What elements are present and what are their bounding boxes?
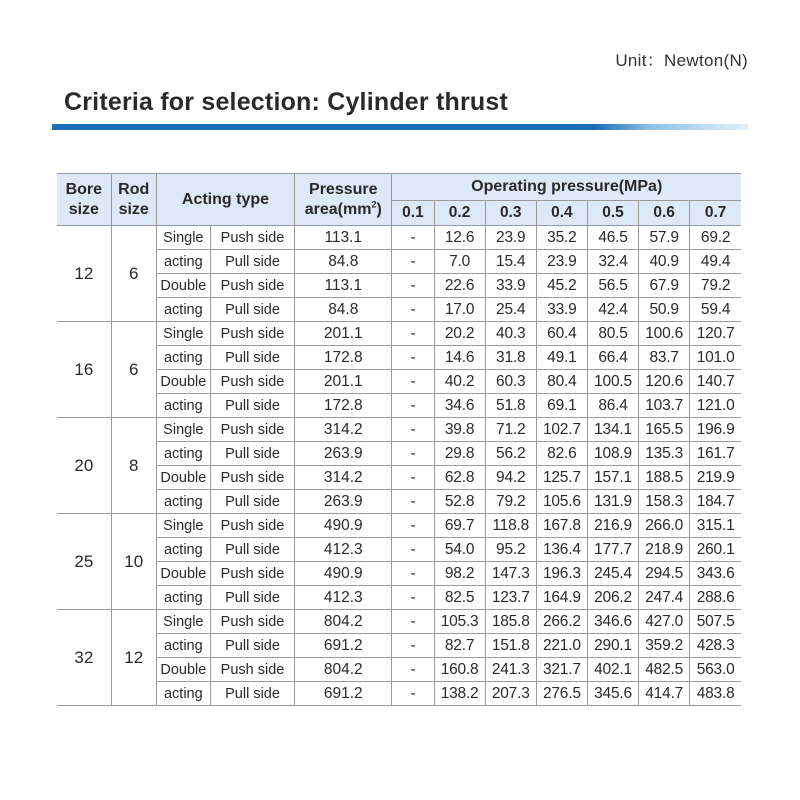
pressure-header-0.2: 0.2 xyxy=(434,201,485,226)
thrust-value-cell: 39.8 xyxy=(434,418,485,442)
table-row xyxy=(57,538,741,562)
acting-type-cell: acting xyxy=(156,346,210,370)
rod-header-line2: size xyxy=(118,200,149,218)
bore-size-header xyxy=(57,174,111,226)
thrust-value-cell: 15.4 xyxy=(485,250,536,274)
side-cell: Push side xyxy=(210,370,294,394)
side-cell: Push side xyxy=(210,274,294,298)
thrust-value-cell: 103.7 xyxy=(639,394,690,418)
thrust-value-cell: 69.2 xyxy=(690,226,741,250)
thrust-value-cell: 120.7 xyxy=(690,322,741,346)
thrust-value-cell: - xyxy=(392,322,434,346)
thrust-value-cell: 260.1 xyxy=(690,538,741,562)
acting-type-cell: acting xyxy=(156,634,210,658)
bore-size-cell: 12 xyxy=(57,226,111,322)
unit-label: Unit：Newton(N) xyxy=(615,51,748,70)
bore-size-cell: 16 xyxy=(57,322,111,418)
thrust-value-cell: 120.6 xyxy=(639,370,690,394)
thrust-value-cell: 34.6 xyxy=(434,394,485,418)
thrust-value-cell: 23.9 xyxy=(536,250,587,274)
thrust-value-cell: 25.4 xyxy=(485,298,536,322)
thrust-value-cell: 49.1 xyxy=(536,346,587,370)
pressure-area-cell: 201.1 xyxy=(295,322,392,346)
page-title: Criteria for selection: Cylinder thrust xyxy=(64,88,508,116)
thrust-value-cell: 46.5 xyxy=(587,226,638,250)
thrust-value-cell: 276.5 xyxy=(536,682,587,706)
pressure-unit-text: area(mm xyxy=(304,200,372,218)
thrust-value-cell: 184.7 xyxy=(690,490,741,514)
thrust-value-cell: 402.1 xyxy=(587,658,638,682)
thrust-value-cell: 62.8 xyxy=(434,466,485,490)
thrust-value-cell: 69.7 xyxy=(434,514,485,538)
table-row xyxy=(57,394,741,418)
table-row xyxy=(57,442,741,466)
thrust-value-cell: 56.2 xyxy=(485,442,536,466)
thrust-value-cell: 94.2 xyxy=(485,466,536,490)
thrust-value-cell: 290.1 xyxy=(587,634,638,658)
thrust-value-cell: 98.2 xyxy=(434,562,485,586)
thrust-value-cell: - xyxy=(392,226,434,250)
acting-type-cell: Single xyxy=(156,514,210,538)
acting-type-cell: acting xyxy=(156,682,210,706)
thrust-value-cell: 343.6 xyxy=(690,562,741,586)
thrust-value-cell: 60.3 xyxy=(485,370,536,394)
thrust-value-cell: - xyxy=(392,634,434,658)
thrust-value-cell: 138.2 xyxy=(434,682,485,706)
thrust-value-cell: 23.9 xyxy=(485,226,536,250)
thrust-value-cell: 22.6 xyxy=(434,274,485,298)
side-cell: Pull side xyxy=(210,394,294,418)
table-row xyxy=(57,250,741,274)
thrust-value-cell: 135.3 xyxy=(639,442,690,466)
rod-size-cell: 6 xyxy=(111,322,156,418)
pressure-area-cell: 172.8 xyxy=(295,346,392,370)
table-row xyxy=(57,466,741,490)
thrust-value-cell: 315.1 xyxy=(690,514,741,538)
thrust-value-cell: 216.9 xyxy=(587,514,638,538)
pressure-area-header xyxy=(295,174,392,226)
thrust-value-cell: 157.1 xyxy=(587,466,638,490)
thrust-value-cell: 20.2 xyxy=(434,322,485,346)
thrust-value-cell: 218.9 xyxy=(639,538,690,562)
rod-size-cell: 8 xyxy=(111,418,156,514)
side-cell: Pull side xyxy=(210,250,294,274)
acting-type-cell: acting xyxy=(156,298,210,322)
thrust-value-cell: 507.5 xyxy=(690,610,741,634)
table-row xyxy=(57,562,741,586)
pressure-area-cell: 691.2 xyxy=(295,682,392,706)
pressure-area-cell: 263.9 xyxy=(295,442,392,466)
acting-type-cell: acting xyxy=(156,538,210,562)
thrust-value-cell: 105.6 xyxy=(536,490,587,514)
thrust-value-cell: 54.0 xyxy=(434,538,485,562)
thrust-value-cell: - xyxy=(392,538,434,562)
thrust-value-cell: 45.2 xyxy=(536,274,587,298)
thrust-value-cell: 50.9 xyxy=(639,298,690,322)
thrust-value-cell: 31.8 xyxy=(485,346,536,370)
table-row xyxy=(57,346,741,370)
bore-size-cell: 25 xyxy=(57,514,111,610)
thrust-value-cell: 428.3 xyxy=(690,634,741,658)
thrust-value-cell: 56.5 xyxy=(587,274,638,298)
thrust-value-cell: 414.7 xyxy=(639,682,690,706)
acting-type-cell: acting xyxy=(156,490,210,514)
thrust-value-cell: 346.6 xyxy=(587,610,638,634)
bore-header-line1: Bore xyxy=(65,180,103,198)
side-cell: Pull side xyxy=(210,346,294,370)
thrust-value-cell: 60.4 xyxy=(536,322,587,346)
table-row xyxy=(57,682,741,706)
thrust-value-cell: 121.0 xyxy=(690,394,741,418)
pressure-unit-close: ) xyxy=(376,200,382,218)
table-row xyxy=(57,370,741,394)
thrust-value-cell: 196.3 xyxy=(536,562,587,586)
thrust-value-cell: 185.8 xyxy=(485,610,536,634)
thrust-value-cell: 345.6 xyxy=(587,682,638,706)
side-cell: Pull side xyxy=(210,586,294,610)
thrust-value-cell: 427.0 xyxy=(639,610,690,634)
thrust-value-cell: 294.5 xyxy=(639,562,690,586)
pressure-header-0.1: 0.1 xyxy=(392,201,434,226)
thrust-value-cell: 79.2 xyxy=(485,490,536,514)
thrust-value-cell: 221.0 xyxy=(536,634,587,658)
thrust-value-cell: - xyxy=(392,274,434,298)
pressure-area-cell: 691.2 xyxy=(295,634,392,658)
bore-size-cell: 32 xyxy=(57,610,111,706)
thrust-value-cell: 67.9 xyxy=(639,274,690,298)
pressure-area-cell: 490.9 xyxy=(295,562,392,586)
thrust-value-cell: 165.5 xyxy=(639,418,690,442)
thrust-value-cell: - xyxy=(392,298,434,322)
thrust-value-cell: 160.8 xyxy=(434,658,485,682)
pressure-area-cell: 84.8 xyxy=(295,250,392,274)
thrust-value-cell: 33.9 xyxy=(536,298,587,322)
pressure-area-cell: 113.1 xyxy=(295,226,392,250)
thrust-value-cell: 42.4 xyxy=(587,298,638,322)
side-cell: Push side xyxy=(210,226,294,250)
pressure-area-cell: 412.3 xyxy=(295,586,392,610)
pressure-area-cell: 490.9 xyxy=(295,514,392,538)
pressure-area-cell: 804.2 xyxy=(295,610,392,634)
thrust-value-cell: - xyxy=(392,442,434,466)
thrust-value-cell: - xyxy=(392,586,434,610)
thrust-value-cell: 32.4 xyxy=(587,250,638,274)
acting-type-cell: Single xyxy=(156,610,210,634)
header-row xyxy=(57,174,741,201)
thrust-value-cell: 40.3 xyxy=(485,322,536,346)
pressure-area-cell: 201.1 xyxy=(295,370,392,394)
thrust-value-cell: 151.8 xyxy=(485,634,536,658)
acting-type-cell: acting xyxy=(156,586,210,610)
thrust-value-cell: 66.4 xyxy=(587,346,638,370)
thrust-value-cell: 52.8 xyxy=(434,490,485,514)
acting-type-cell: acting xyxy=(156,442,210,466)
thrust-value-cell: 288.6 xyxy=(690,586,741,610)
thrust-value-cell: - xyxy=(392,394,434,418)
thrust-value-cell: 100.6 xyxy=(639,322,690,346)
thrust-value-cell: 131.9 xyxy=(587,490,638,514)
thrust-value-cell: 40.9 xyxy=(639,250,690,274)
side-cell: Push side xyxy=(210,562,294,586)
thrust-value-cell: 101.0 xyxy=(690,346,741,370)
side-cell: Push side xyxy=(210,466,294,490)
table-row xyxy=(57,634,741,658)
side-cell: Pull side xyxy=(210,682,294,706)
operating-pressure-header: Operating pressure(MPa) xyxy=(392,174,741,201)
side-cell: Push side xyxy=(210,658,294,682)
thrust-value-cell: 161.7 xyxy=(690,442,741,466)
thrust-value-cell: 71.2 xyxy=(485,418,536,442)
thrust-value-cell: 483.8 xyxy=(690,682,741,706)
thrust-value-cell: 247.4 xyxy=(639,586,690,610)
thrust-value-cell: 80.5 xyxy=(587,322,638,346)
thrust-value-cell: - xyxy=(392,658,434,682)
thrust-value-cell: - xyxy=(392,514,434,538)
thrust-value-cell: 164.9 xyxy=(536,586,587,610)
pressure-area-cell: 113.1 xyxy=(295,274,392,298)
thrust-value-cell: 188.5 xyxy=(639,466,690,490)
table-row xyxy=(57,490,741,514)
thrust-value-cell: 108.9 xyxy=(587,442,638,466)
acting-type-header: Acting type xyxy=(156,174,294,226)
acting-type-cell: Double xyxy=(156,658,210,682)
thrust-value-cell: 29.8 xyxy=(434,442,485,466)
side-cell: Pull side xyxy=(210,442,294,466)
thrust-value-cell: - xyxy=(392,346,434,370)
thrust-value-cell: 241.3 xyxy=(485,658,536,682)
thrust-value-cell: - xyxy=(392,466,434,490)
thrust-value-cell: 49.4 xyxy=(690,250,741,274)
pressure-header-0.6: 0.6 xyxy=(639,201,690,226)
pressure-header-line2 xyxy=(295,200,391,220)
side-cell: Push side xyxy=(210,418,294,442)
thrust-value-cell: 82.5 xyxy=(434,586,485,610)
thrust-value-cell: 321.7 xyxy=(536,658,587,682)
pressure-area-cell: 412.3 xyxy=(295,538,392,562)
thrust-value-cell: 136.4 xyxy=(536,538,587,562)
pressure-unit-superscript: 2 xyxy=(371,199,377,210)
thrust-value-cell: 79.2 xyxy=(690,274,741,298)
thrust-value-cell: 167.8 xyxy=(536,514,587,538)
thrust-value-cell: 100.5 xyxy=(587,370,638,394)
thrust-value-cell: 86.4 xyxy=(587,394,638,418)
thrust-value-cell: - xyxy=(392,418,434,442)
pressure-header-0.5: 0.5 xyxy=(587,201,638,226)
side-cell: Push side xyxy=(210,610,294,634)
thrust-value-cell: 69.1 xyxy=(536,394,587,418)
thrust-value-cell: 134.1 xyxy=(587,418,638,442)
pressure-area-cell: 314.2 xyxy=(295,418,392,442)
thrust-value-cell: 140.7 xyxy=(690,370,741,394)
side-cell: Pull side xyxy=(210,298,294,322)
pressure-header-0.3: 0.3 xyxy=(485,201,536,226)
acting-type-cell: Single xyxy=(156,418,210,442)
side-cell: Pull side xyxy=(210,538,294,562)
acting-type-cell: Double xyxy=(156,562,210,586)
thrust-value-cell: 196.9 xyxy=(690,418,741,442)
table-row xyxy=(57,586,741,610)
thrust-value-cell: 482.5 xyxy=(639,658,690,682)
pressure-header-line1: Pressure xyxy=(309,180,378,198)
thrust-value-cell: 14.6 xyxy=(434,346,485,370)
table-row xyxy=(57,322,741,346)
thrust-value-cell: 12.6 xyxy=(434,226,485,250)
bore-size-cell: 20 xyxy=(57,418,111,514)
acting-type-cell: Double xyxy=(156,466,210,490)
thrust-value-cell: 147.3 xyxy=(485,562,536,586)
table-row xyxy=(57,658,741,682)
thrust-value-cell: 40.2 xyxy=(434,370,485,394)
thrust-value-cell: 125.7 xyxy=(536,466,587,490)
thrust-value-cell: 207.3 xyxy=(485,682,536,706)
title-underline-bar xyxy=(52,124,748,130)
thrust-value-cell: - xyxy=(392,490,434,514)
rod-size-cell: 6 xyxy=(111,226,156,322)
acting-type-cell: acting xyxy=(156,250,210,274)
table-row xyxy=(57,610,741,634)
acting-type-cell: Double xyxy=(156,370,210,394)
table-row xyxy=(57,514,741,538)
pressure-header-0.7: 0.7 xyxy=(690,201,741,226)
table-row xyxy=(57,298,741,322)
thrust-value-cell: 51.8 xyxy=(485,394,536,418)
acting-type-cell: acting xyxy=(156,394,210,418)
pressure-header-0.4: 0.4 xyxy=(536,201,587,226)
thrust-value-cell: 59.4 xyxy=(690,298,741,322)
thrust-value-cell: - xyxy=(392,250,434,274)
bore-header-line2: size xyxy=(68,200,99,218)
thrust-value-cell: 35.2 xyxy=(536,226,587,250)
pressure-area-cell: 314.2 xyxy=(295,466,392,490)
pressure-area-cell: 263.9 xyxy=(295,490,392,514)
thrust-value-cell: 95.2 xyxy=(485,538,536,562)
thrust-value-cell: 7.0 xyxy=(434,250,485,274)
thrust-value-cell: 102.7 xyxy=(536,418,587,442)
side-cell: Pull side xyxy=(210,634,294,658)
table-row xyxy=(57,418,741,442)
thrust-value-cell: 82.7 xyxy=(434,634,485,658)
thrust-value-cell: 219.9 xyxy=(690,466,741,490)
thrust-value-cell: 57.9 xyxy=(639,226,690,250)
thrust-value-cell: 359.2 xyxy=(639,634,690,658)
pressure-area-cell: 84.8 xyxy=(295,298,392,322)
thrust-value-cell: 82.6 xyxy=(536,442,587,466)
pressure-area-cell: 172.8 xyxy=(295,394,392,418)
pressure-area-cell: 804.2 xyxy=(295,658,392,682)
thrust-value-cell: 563.0 xyxy=(690,658,741,682)
table-row xyxy=(57,226,741,250)
thrust-value-cell: 266.2 xyxy=(536,610,587,634)
thrust-value-cell: 33.9 xyxy=(485,274,536,298)
thrust-value-cell: 206.2 xyxy=(587,586,638,610)
side-cell: Push side xyxy=(210,322,294,346)
rod-size-cell: 12 xyxy=(111,610,156,706)
rod-size-header xyxy=(111,174,156,226)
thrust-value-cell: 158.3 xyxy=(639,490,690,514)
rod-size-cell: 10 xyxy=(111,514,156,610)
table-row xyxy=(57,274,741,298)
thrust-value-cell: 105.3 xyxy=(434,610,485,634)
thrust-value-cell: - xyxy=(392,562,434,586)
thrust-value-cell: 80.4 xyxy=(536,370,587,394)
thrust-value-cell: 177.7 xyxy=(587,538,638,562)
thrust-value-cell: - xyxy=(392,610,434,634)
acting-type-cell: Single xyxy=(156,226,210,250)
side-cell: Pull side xyxy=(210,490,294,514)
thrust-value-cell: 17.0 xyxy=(434,298,485,322)
acting-type-cell: Double xyxy=(156,274,210,298)
thrust-value-cell: 83.7 xyxy=(639,346,690,370)
thrust-value-cell: - xyxy=(392,370,434,394)
thrust-value-cell: 123.7 xyxy=(485,586,536,610)
acting-type-cell: Single xyxy=(156,322,210,346)
side-cell: Push side xyxy=(210,514,294,538)
cylinder-thrust-table xyxy=(57,173,741,706)
thrust-value-cell: 266.0 xyxy=(639,514,690,538)
thrust-value-cell: 245.4 xyxy=(587,562,638,586)
thrust-value-cell: 118.8 xyxy=(485,514,536,538)
thrust-value-cell: - xyxy=(392,682,434,706)
rod-header-line1: Rod xyxy=(118,180,150,198)
